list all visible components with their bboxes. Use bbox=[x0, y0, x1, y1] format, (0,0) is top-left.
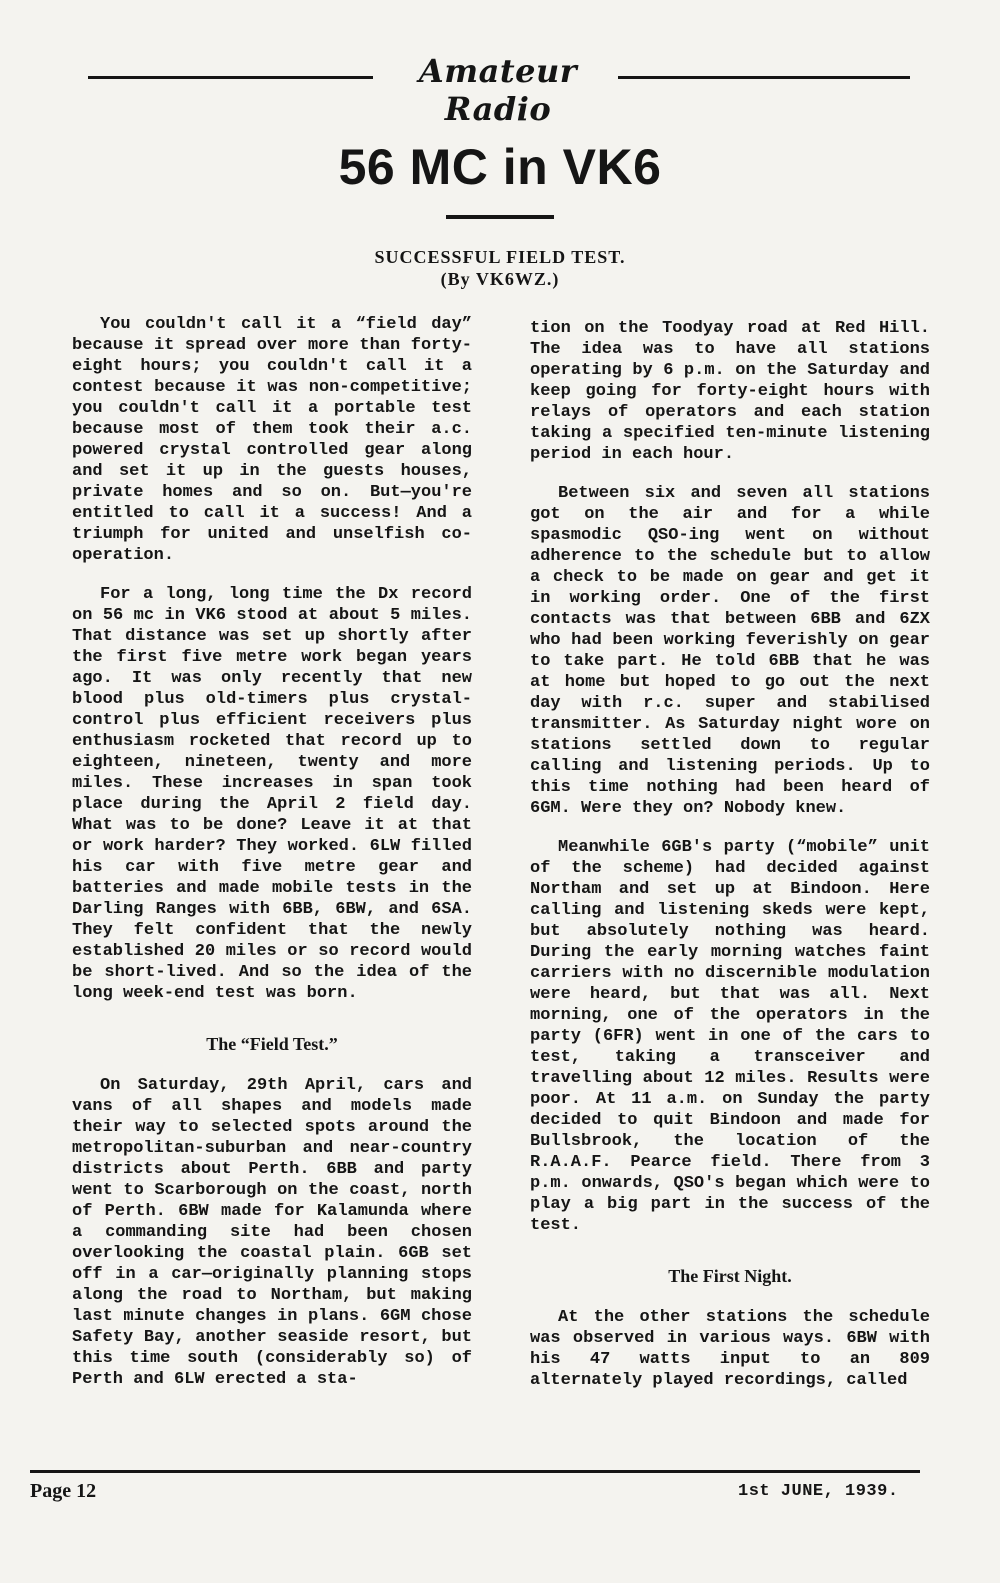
article-byline: (By VK6WZ.) bbox=[440, 269, 560, 289]
paragraph: Meanwhile 6GB's party (“mobile” unit of the scheme) had decided against Northam and set up at Bindoon. Here calling and listening skeds were kept, but absolutely nothing was heard. During the early morning watches faint carriers with no discernible modulation were heard, but that was all. Next morning, one of the operators in the party (6FR) went in one of the cars to test, taking a transceiver and travelling about 12 miles. Results were poor. At 11 a.m. on Sunday the party decided to quit Bindoon and made for Bullsbrook, the location of the R.A.A.F. Pearce field. There from 3 p.m. onwards, QSO's began which were to play a big part in the success of the test. bbox=[530, 838, 930, 1235]
footer-rule bbox=[30, 1470, 920, 1473]
article-subtitle: SUCCESSFUL FIELD TEST. bbox=[374, 247, 626, 267]
masthead bbox=[88, 52, 910, 128]
left-column bbox=[72, 314, 472, 1408]
title-underline bbox=[446, 215, 554, 219]
paragraph-continued: tion on the Toodyay road at Red Hill. The idea was to have all stations operating by 6 p.m. on the Saturday and keep going for forty-eight hours with relays of operators and each station taking a specified ten-minute listening period in each hour. bbox=[530, 319, 930, 464]
paragraph: You couldn't call it a “field day” because it spread over more than forty-eight hours; you couldn't call it a contest because it was non-competitive; you couldn't call it a portable test because most of them took their a.c. powered crystal controlled gear along and set it up in the guests houses, private homes and so on. But—you're entitled to call it a success! And a triumph for united and unselfish co-operation. bbox=[72, 315, 472, 565]
issue-date: 1st JUNE, 1939. bbox=[738, 1482, 899, 1501]
article-title: 56 MC in VK6 bbox=[338, 139, 662, 195]
page-number: Page 12 bbox=[30, 1480, 97, 1502]
masthead-logo: Amateur Radio bbox=[418, 52, 578, 128]
article-subtitle-block bbox=[0, 246, 1000, 290]
masthead-rule-left bbox=[88, 76, 373, 79]
masthead-rule-right bbox=[618, 76, 910, 79]
section-heading-first-night: The First Night. bbox=[668, 1266, 792, 1286]
section-heading-field-test: The “Field Test.” bbox=[206, 1034, 338, 1054]
paragraph: At the other stations the schedule was observed in various ways. 6BW with his 47 watts input to an 809 alternately played recordings, called bbox=[530, 1308, 930, 1390]
paragraph: For a long, long time the Dx record on 56 mc in VK6 stood at about 5 miles. That distance was set up shortly after the first five metre work began years ago. It was only recently that new blood plus old-timers plus crystal-control plus efficient receivers plus enthusiasm rocketed that record up to eighteen, nineteen, twenty and more miles. These increases in span took place during the April 2 field day. What was to be done? Leave it at that or work harder? They worked. 6LW filled his car with five metre gear and batteries and made mobile tests in the Darling Ranges with 6BB, 6BW, and 6SA. They felt confident that the newly established 20 miles or so record would be short-lived. And so the idea of the long week-end test was born. bbox=[72, 585, 472, 1003]
right-column bbox=[530, 318, 930, 1409]
paragraph: On Saturday, 29th April, cars and vans of all shapes and models made their way to selected spots around the metropolitan-suburban and near-country districts about Perth. 6BB and party went to Scarborough on the coast, north of Perth. 6BW made for Kalamunda where a commanding site had been chosen overlooking the coastal plain. 6GB set off in a car—originally planning stops along the road to Northam, but making last minute changes in plans. 6GM chose Safety Bay, another seaside resort, but this time south (considerably so) of Perth and 6LW erected a sta- bbox=[72, 1076, 472, 1389]
paragraph: Between six and seven all stations got on the air and for a while spasmodic QSO-ing went on without adherence to the schedule but to allow a check to be made on gear and get it in working order. One of the first contacts was that between 6BB and 6ZX who had been working feverishly on gear to take part. He told 6BB that he was at home but hoped to go out the next day with r.c. super and stabilised transmitter. As Saturday night wore on stations settled down to regular calling and listening periods. Up to this time nothing had been heard of 6GM. Were they on? Nobody knew. bbox=[530, 484, 930, 818]
